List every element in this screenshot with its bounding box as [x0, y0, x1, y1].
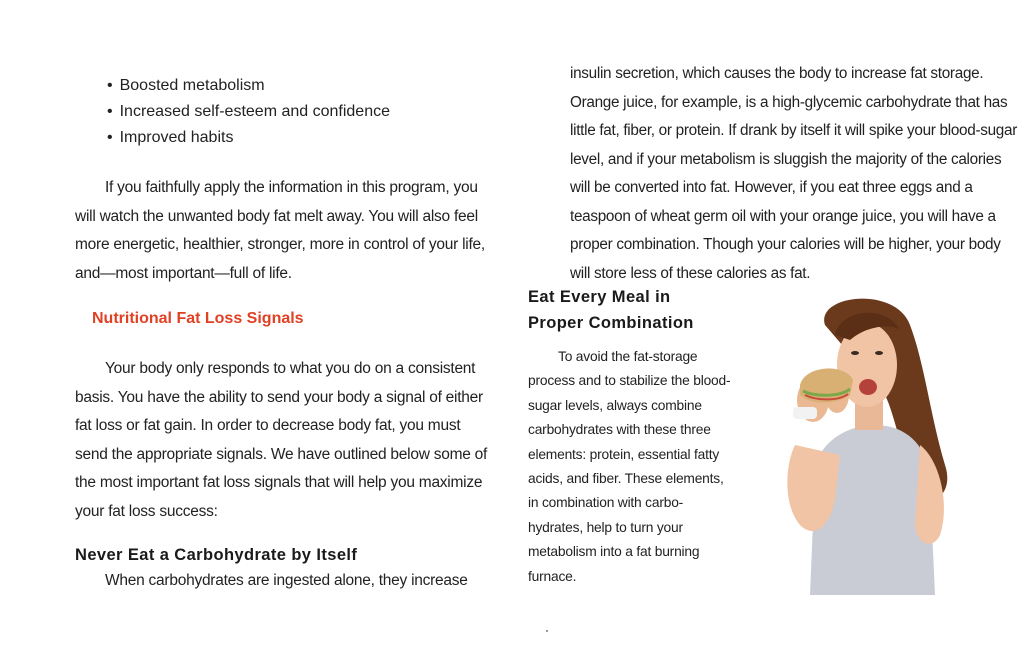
list-item: • Boosted metabolism	[107, 73, 390, 99]
intro-paragraph: If you faithfully apply the information in this program, you will watch the unwanted body fat melt away. You will also feel more energetic, healthier, stronger, more in control of your life, and—most important—full of life.	[75, 179, 485, 282]
list-item: • Improved habits	[107, 125, 390, 151]
carbohydrate-paragraph: When carbohydrates are ingested alone, they increase	[105, 572, 468, 589]
continued-paragraph: insulin secretion, which causes the body to increase fat storage. Orange juice, for example, is a high-glycemic carbohydrate that has little fat, fiber, or protein. If drank by itself it will spike your blood-sugar level, and if your metabolism is sluggish the majority of the calories will be converted into fat. However, if you eat three eggs and a teaspoon of wheat germ oil with your orange juice, you will have a proper combination. Though your calories will be higher, your body will store less of these calories as fat.	[570, 65, 1018, 282]
meal-subheading	[528, 284, 748, 336]
signals-paragraph: Your body only responds to what you do on a consistent basis. You have the ability to send your body a signal of either fat loss or fat gain. In order to decrease body fat, you must send the appropriate signals. We have outlined below some of the most important fat loss signals that will help you maximize your fat loss success:	[75, 360, 488, 520]
list-item: • Increased self-esteem and confidence	[107, 99, 390, 125]
meal-paragraph: To avoid the fat-storage process and to stabilize the blood-sugar levels, always combine carbohydrates with these three elements: protein, essential fatty acids, and fiber. These elements, in combination with carbo-hydrates, help to turn your metabolism into a fat burning furnace.	[528, 349, 731, 584]
meal-subheading-line-2: Proper Combination	[528, 314, 694, 332]
carbohydrate-subheading: Never Eat a Carbohydrate by Itself	[75, 546, 358, 564]
page-marker	[546, 630, 548, 632]
meal-subheading-line-1: Eat Every Meal in	[528, 288, 671, 306]
benefits-list	[107, 73, 390, 151]
woman-eating-sandwich-photo	[755, 295, 973, 595]
section-heading: Nutritional Fat Loss Signals	[92, 310, 304, 327]
